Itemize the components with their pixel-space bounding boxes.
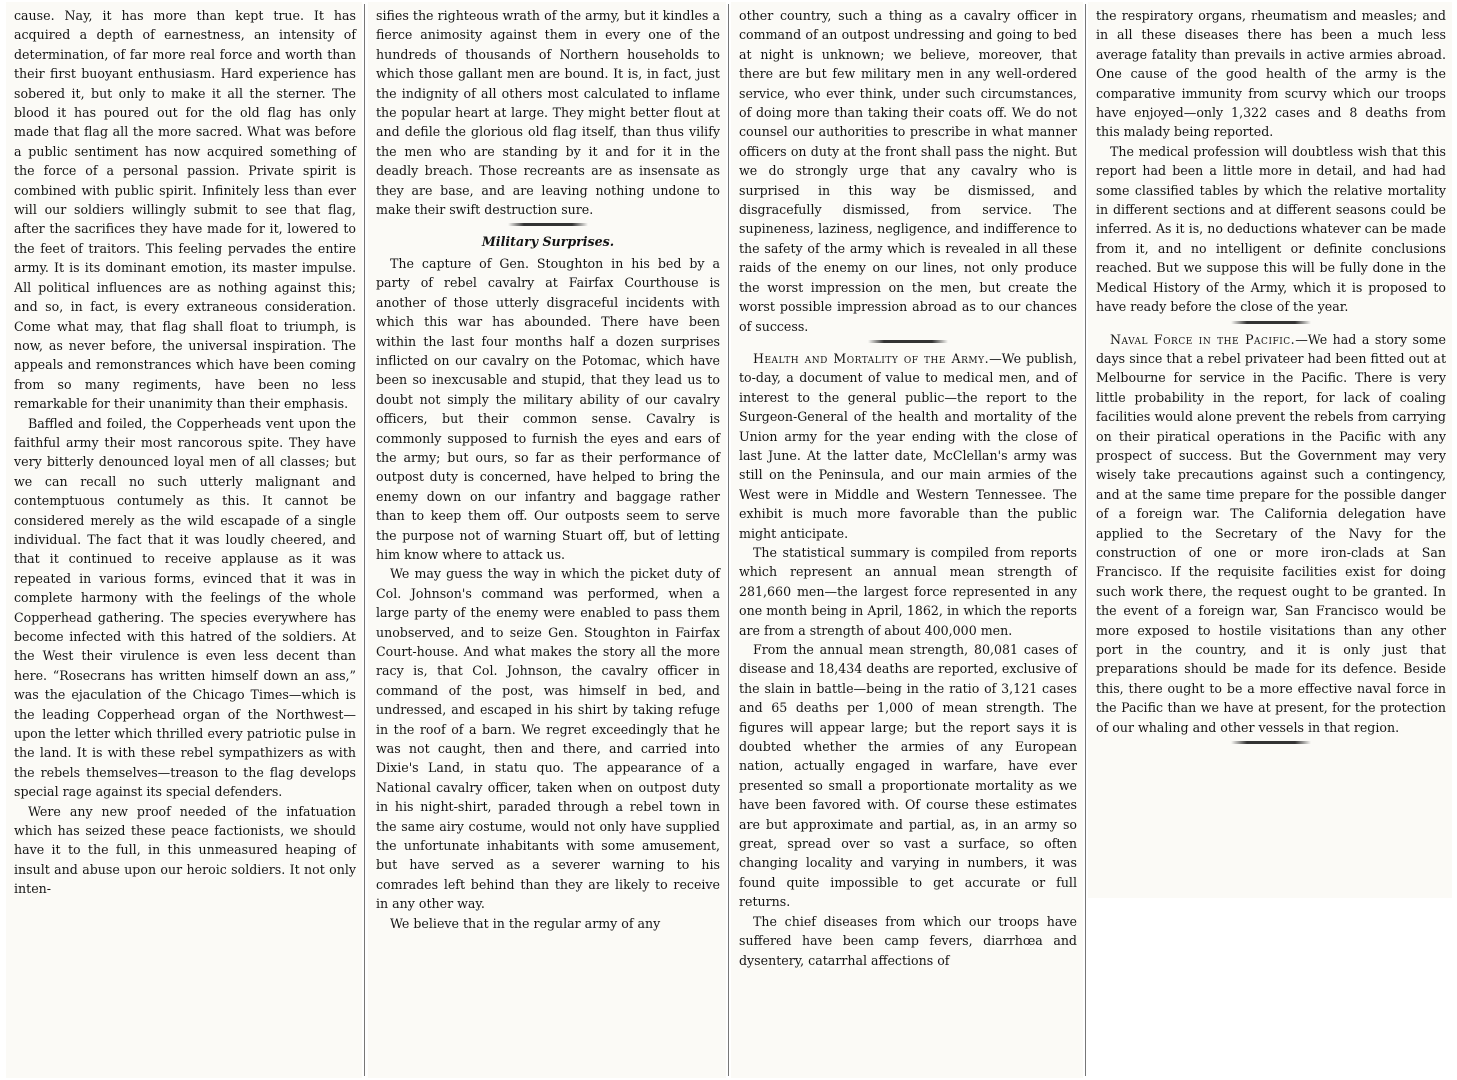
section-divider: [868, 340, 948, 343]
column-2-paragraph-3: We believe that in the regular army of any: [390, 915, 661, 931]
column-divider: [1085, 4, 1086, 1076]
column-3-top-paragraph: other country, such a thing as a cavalry officer in command of an outpost undressing and going to bed at night is unknown; we believe, moreover, that there are but few military men in any well-ordered service, who ever think, under such circumstances, of doing more than taking their coats off. We do not counsel our authorities to prescribe in what manner officers on duty at the front shall pass the night. But we do strongly urge that any cavalry who is surprised in this way be dismissed, and disgracefully dismissed, from service. The supineness, laziness, negligence, and indifference to the safety of the army which is revealed in all these raids of the enemy on our lines, not only produce the worst impression on the men, but create the worst possible impression abroad as to our chances of success.: [739, 8, 1077, 334]
column-2-paragraph-1: The capture of Gen. Stoughton in his bed by a party of rebel cavalry at Fairfax Courthouse is another of those utterly disgraceful incidents with which this war has abounded. There have been within the last four months half a dozen surprises inflicted on our cavalry on the Potomac, which have been so inexcusable and stupid, that they lead us to doubt not simply the military ability of our cavalry officers, but their common sense. Cavalry is commonly supposed to furnish the eyes and ears of the army; but ours, so far as their performance of outpost duty is concerned, have helped to bring the enemy down on our infantry and baggage rather than to keep them off. Our outposts seem to serve the purpose not of warning Stuart off, but of letting him know where to attack us.: [376, 255, 720, 562]
health-mortality-article: [739, 349, 1077, 543]
column-divider: [364, 4, 365, 1076]
health-mortality-heading: Health and Mortality of the Army.: [753, 350, 990, 366]
column-3-paragraph-3: The chief diseases from which our troops have suffered have been camp fevers, diarrhœa and dysentery, catarrhal affections of: [739, 913, 1077, 968]
column-divider: [728, 4, 729, 1076]
column-1-paragraph-2: Baffled and foiled, the Copperheads vent upon the faithful army their most rancorous spite. They have very bitterly denounced loyal men of all classes; but we can recall no such utterly malignant and contemptuous contumely as this. It cannot be considered merely as the wild escapade of a single individual. The fact that it was loudly cheered, and that it continued to receive applause as it was repeated in various forms, evinced that it was in complete harmony with the feelings of the whole Copperhead gathering. The species everywhere has become infected with this hatred of the soldiers. At the West their virulence is even less decent than here. “Rosecrans has written himself down an ass,” was the ejaculation of the Chicago Times—which is the leading Copperhead organ of the Northwest—upon the letter which thrilled every patriotic pulse in the land. It is with these rebel sympathizers as with the rebels themselves—treason to the flag develops special rage against its special defenders.: [14, 415, 356, 800]
column-2: [368, 2, 726, 1078]
naval-force-heading: Naval Force in the Pacific.: [1110, 331, 1296, 347]
column-2-top-paragraph: sifies the righteous wrath of the army, but it kindles a fierce animosity against them in every one of the hundreds of thousands of Northern households to which those gallant men are bound. It is, in fact, just the indignity of all others most calculated to inflame the popular heart at large. They might better flout at and defile the glorious old flag itself, than thus vilify the men who are standing by it and for it in the deadly breach. Those recreants are as insensate as they are base, and are leaving nothing undone to make their swift destruction sure.: [376, 8, 720, 218]
column-3-paragraph-1: The statistical summary is compiled from reports which represent an annual mean strength of 281,660 men—the largest force represented in any one month being in April, 1862, in which the reports are from a strength of about 400,000 men.: [739, 544, 1077, 638]
section-divider: [508, 223, 588, 226]
column-4-paragraph-1: the respiratory organs, rheumatism and measles; and in all these diseases there has been a much less average fatality than prevails in active armies abroad. One cause of the good health of the army is the comparative immunity from scurvy which our troops have enjoyed—only 1,322 cases and 8 deaths from this malady being reported.: [1096, 8, 1446, 140]
column-4: [1088, 2, 1452, 898]
column-4-paragraph-2: The medical profession will doubtless wish that this report had been a little more in detail, and had had some classified tables by which the relative mortality in different sections and at different seasons could be inferred. As it is, no deductions whatever can be made from it, and no intelligent or definite conclusions reached. But we suppose this will be fully done in the Medical History of the Army, which it is proposed to have ready before the close of the year.: [1096, 143, 1446, 315]
health-mortality-lead: —We publish, to-day, a document of value to medical men, and of interest to the general public—the report to the Surgeon-General of the health and mortality of the Union army for the year ending with the close of last June. At the latter date, McClellan's army was still on the Peninsula, and our main armies of the West were in Middle and Western Tennessee. The exhibit is much more favorable than the public might anticipate.: [739, 350, 1077, 541]
end-divider: [1231, 741, 1311, 744]
military-surprises-heading: Military Surprises.: [481, 234, 615, 250]
column-1-paragraph-1: cause. Nay, it has more than kept true. It has acquired a depth of earnestness, an intensity of determination, of far more real force and worth than their first buoyant enthusiasm. Hard experience has sobered it, but only to make it all the sterner. The blood it has poured out for the old flag has only made that flag all the more sacred. What was before a public sentiment has now acquired something of the force of a personal passion. Private spirit is combined with public spirit. Infinitely less than ever will our soldiers willingly submit to see that flag, after the sacrifices they have made for it, lowered to the feet of traitors. This feeling pervades the entire army. It is its dominant emotion, its master impulse. All political influences are as nothing against this; and so, in fact, is every extraneous consideration. Come what may, that flag shall float to triumph, is now, as never before, the universal inspiration. The appeals and remonstrances which have been coming from so many regiments, have been no less remarkable for their unanimity than their emphasis.: [14, 8, 356, 412]
column-1: [6, 2, 362, 1078]
naval-force-lead: —We had a story some days since that a rebel privateer had been fitted out at Melbourne for service in the Pacific. There is very little probability in the report, for lack of coaling facilities would alone prevent the rebels from carrying on their piratical operations in the Pacific with any prospect of success. But the Government may very wisely take precautions against such a contingency, and at the same time prepare for the possible danger of a foreign war. The California delegation have applied to the Secretary of the Navy for the construction of one or more iron-clads at San Francisco. If the requisite facilities exist for doing such work there, the request ought to be granted. In the event of a foreign war, San Francisco would be more exposed to hostile visitations than any other port in the country, and it is only just that preparations should be made for its defence. Beside this, there ought to be a more effective naval force in the Pacific than we have at present, for the protection of our whaling and other vessels in that region.: [1096, 331, 1446, 735]
column-2-paragraph-2: We may guess the way in which the picket duty of Col. Johnson's command was performed, when a large party of the enemy were enabled to pass them unobserved, and to seize Gen. Stoughton in Fairfax Court-house. And what makes the story all the more racy is, that Col. Johnson, the cavalry officer in command of the post, was himself in bed, and undressed, and escaped in his shirt by taking refuge in the roof of a barn. We regret exceedingly that he was not caught, then and there, and carried into Dixie's Land, in statu quo. The appearance of a National cavalry officer, taken when on outpost duty in his night-shirt, paraded through a rebel town in the same airy costume, would not only have supplied the unfortunate inhabitants with some amusement, but have served as a severer warning to his comrades left behind than they are likely to receive in any other way.: [376, 566, 720, 912]
column-3: [731, 2, 1083, 1078]
column-3-paragraph-2: From the annual mean strength, 80,081 cases of disease and 18,434 deaths are reported, exclusive of the slain in battle—being in the ratio of 3,121 cases and 65 deaths per 1,000 of mean strength. The figures will appear large; but the report says it is doubted whether the armies of any European nation, actually engaged in warfare, have ever presented so small a proportionate mortality as we have been favored with. Of course these estimates are but approximate and partial, as, in an army so great, spread over so vast a surface, so often changing locality and varying in numbers, it was found quite impossible to get accurate or full returns.: [739, 642, 1077, 910]
section-divider: [1231, 321, 1311, 324]
naval-force-article: [1096, 330, 1446, 738]
column-1-paragraph-3: Were any new proof needed of the infatuation which has seized these peace factionists, we should have it to the full, in this unmeasured heaping of insult and abuse upon our heroic soldiers. It not only inten-: [14, 803, 356, 897]
